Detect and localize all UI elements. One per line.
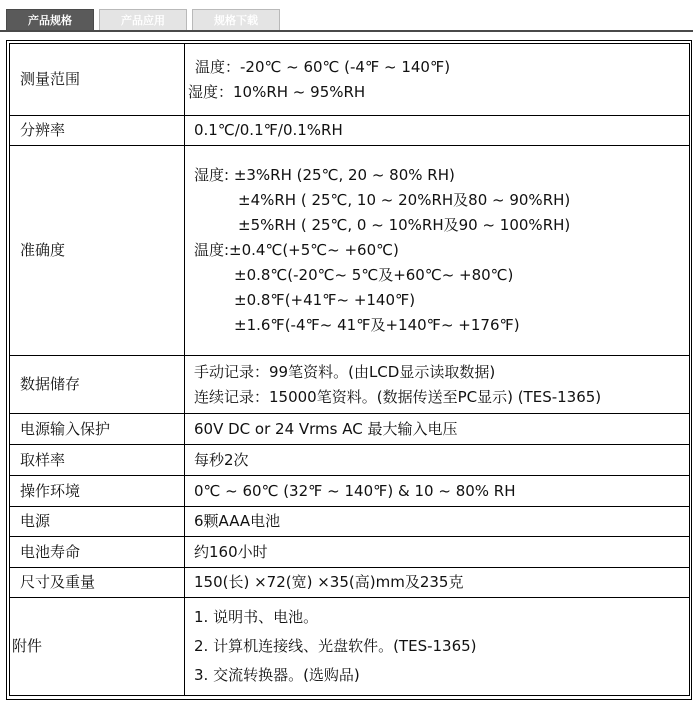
table-row [10,537,690,568]
row-label: 尺寸及重量 [10,568,185,598]
spec-table [9,43,690,696]
table-row [10,146,690,356]
row-value: 手动记录：99笔资料。(由LCD显示读取数据) 连续记录：15000笔资料。(数据传送至PC显示) (TES-1365) [185,356,690,414]
row-value: 湿度: ±3%RH (25℃, 20 ~ 80% RH) ±4%RH ( 25℃, 10 ~ 20%RH及80 ~ 90%RH) ±5%RH ( 25℃, 0 ~ 10%RH及90 ~ 100%RH) 温度:±0.4℃(+5℃~ +60℃) ±0.8℃(-20℃~ 5℃及+60℃~ +80℃) ±0.8℉(+41℉~ +140℉) ±1.6℉(-4℉~ 41℉及+140℉~ +176℉) [185,146,690,356]
table-row [10,568,690,598]
row-label: 准确度 [10,146,185,356]
row-label: 电池寿命 [10,537,185,568]
row-value: 0℃ ~ 60℃ (32℉ ~ 140℉) & 10 ~ 80% RH [185,476,690,507]
row-value: 温度：-20℃ ~ 60℃ (-4℉ ~ 140℉) 湿度：10%RH ~ 95%RH [185,44,690,116]
tab-bar [0,0,693,31]
table-row [10,598,690,696]
row-label: 电源输入保护 [10,414,185,445]
tab-underline [0,30,693,32]
table-row [10,445,690,476]
row-label: 测量范围 [10,44,185,116]
table-row [10,507,690,537]
row-label: 分辨率 [10,116,185,146]
row-value: 60V DC or 24 Vrms AC 最大输入电压 [185,414,690,445]
row-value: 每秒2次 [185,445,690,476]
row-label: 附件 [10,598,185,696]
tab-applications[interactable]: 产品应用 [99,9,187,31]
row-label: 电源 [10,507,185,537]
row-value: 6颗AAA电池 [185,507,690,537]
row-value: 约160小时 [185,537,690,568]
tab-downloads[interactable]: 规格下载 [192,9,280,31]
table-row [10,116,690,146]
row-value: 150(长) ×72(宽) ×35(高)mm及235克 [185,568,690,598]
tab-specs[interactable]: 产品规格 [6,9,94,31]
row-label: 操作环境 [10,476,185,507]
table-row [10,414,690,445]
row-value: 1. 说明书、电池。 2. 计算机连接线、光盘软件。(TES-1365) 3. 交流转换器。(选购品) [185,598,690,696]
row-value: 0.1℃/0.1℉/0.1%RH [185,116,690,146]
table-row [10,476,690,507]
table-row [10,356,690,414]
row-label: 数据储存 [10,356,185,414]
table-row [10,44,690,116]
row-label: 取样率 [10,445,185,476]
